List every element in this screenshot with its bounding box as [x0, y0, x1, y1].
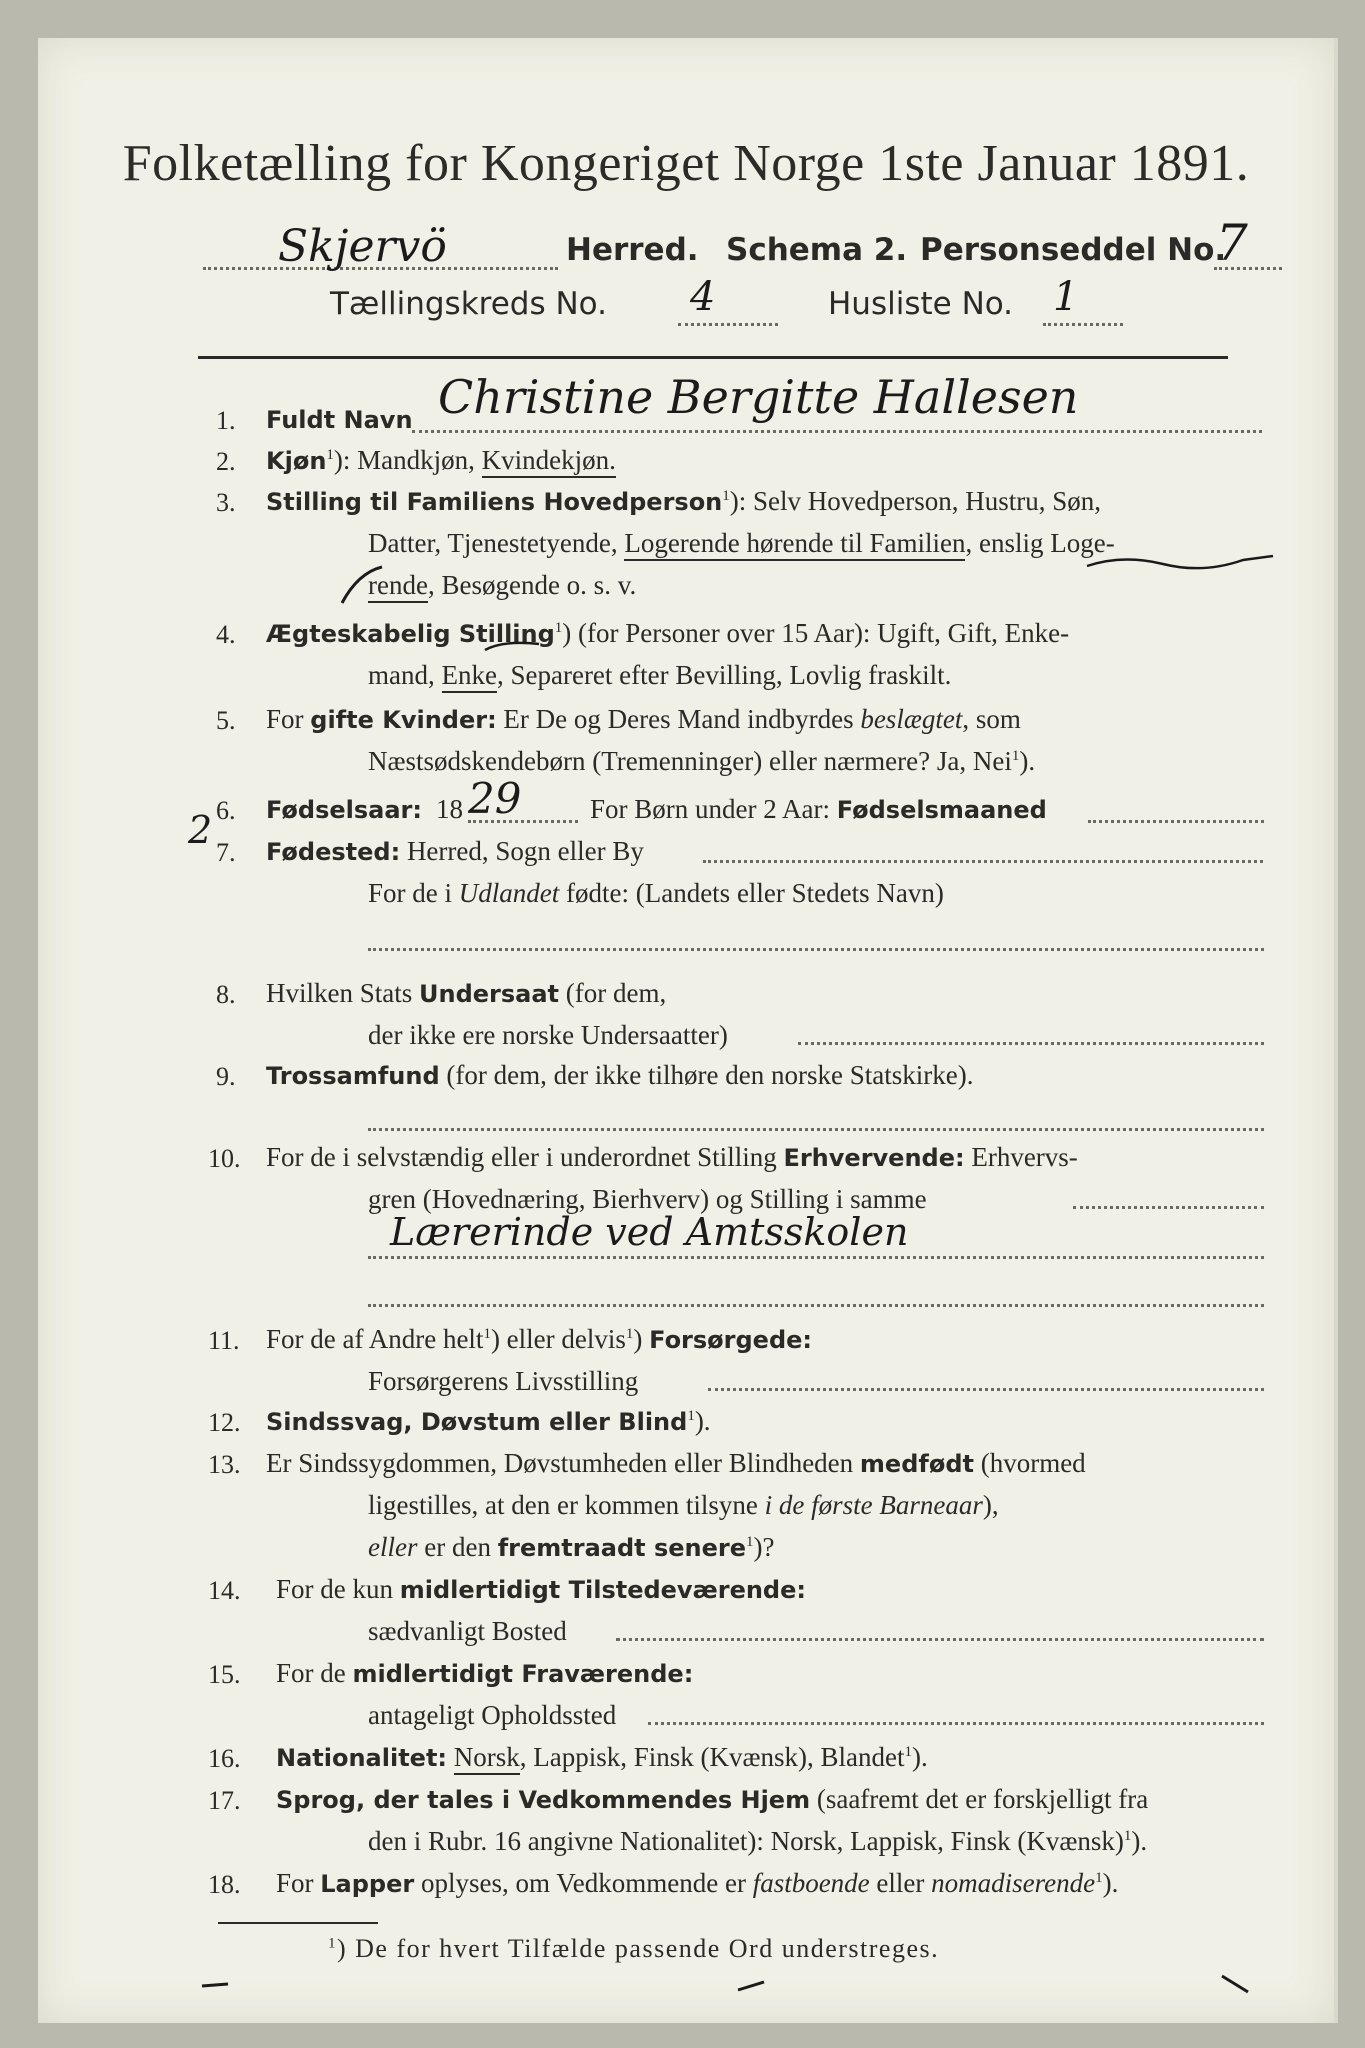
item-17-text: (saafremt det er forskjelligt fra	[810, 1784, 1149, 1814]
item-4-text-1: ) (for Personer over 15 Aar): Ugift, Gift, Enke-	[562, 618, 1070, 648]
item-14-dotted-line	[616, 1638, 1264, 1641]
item-5-text-a: For	[266, 704, 311, 734]
item-11-text-a: For de af Andre helt	[266, 1324, 484, 1354]
item-8-line-1	[266, 978, 666, 1009]
item-8-dotted-line	[798, 1042, 1264, 1045]
item-3-number: 3.	[216, 488, 236, 517]
item-7-text-2a: For de i	[368, 878, 459, 908]
item-16-end: ).	[912, 1742, 928, 1772]
item-16-line	[276, 1742, 928, 1773]
item-18-italic-1: fastboende	[752, 1868, 870, 1898]
item-11-line-2: Forsørgerens Livsstilling	[368, 1366, 639, 1396]
taellingskreds-value: 4	[690, 274, 716, 320]
item-17-line-2	[368, 1826, 1147, 1857]
item-13-text-b: (hvormed	[973, 1448, 1086, 1478]
item-13-text-a: Er Sindssygdommen, Døvstumheden eller Blindheden	[266, 1448, 860, 1478]
item-3-line-3	[368, 570, 636, 601]
item-3-selected: Logerende hørende til Familien	[624, 528, 965, 561]
footnote-rule	[218, 1922, 378, 1924]
item-10-number: 10.	[208, 1144, 241, 1173]
item-7-label: Fødested:	[266, 838, 401, 866]
item-4-label: Ægteskabelig Stilling	[266, 620, 555, 648]
item-13-italic: i de første Barneaar	[764, 1490, 983, 1520]
item-14-line-2: sædvanligt Bosted	[368, 1616, 567, 1646]
item-8-label: Undersaat	[419, 980, 560, 1008]
item-10-label: Erhvervende:	[783, 1144, 965, 1172]
item-4-line-1	[266, 618, 1069, 649]
item-18-text-c: eller	[869, 1868, 932, 1898]
item-6-label-2: Fødselsmaaned	[836, 796, 1047, 824]
item-6-text: For Børn under 2 Aar:	[590, 794, 837, 824]
herred-value: Skjervö	[278, 221, 447, 272]
husliste-dotted-line	[1043, 323, 1123, 326]
item-11-label: Forsørgede:	[649, 1326, 813, 1354]
item-11-dotted-line	[708, 1388, 1264, 1391]
item-13-label: medfødt	[859, 1450, 974, 1478]
item-18-text-a: For	[276, 1868, 321, 1898]
pen-scribble-mark	[1083, 546, 1283, 586]
item-2-number: 2.	[216, 447, 236, 476]
item-5-number: 5.	[216, 706, 236, 735]
item-4-sup: 1	[554, 620, 563, 636]
item-2-sup: 1	[326, 447, 334, 463]
personseddel-dotted-line	[1214, 267, 1282, 270]
item-6-dotted-line	[468, 820, 578, 823]
item-11-text-c: )	[633, 1324, 650, 1354]
item-3-label: Stilling til Familiens Hovedperson	[266, 488, 723, 516]
item-12-number: 12.	[208, 1408, 241, 1437]
item-15-line-1	[276, 1658, 693, 1689]
item-11-number: 11.	[208, 1326, 240, 1355]
item-3-text-3b: , Besøgende o. s. v.	[427, 570, 637, 600]
item-17-line-1	[276, 1784, 1148, 1815]
item-13-text-3b: )?	[753, 1532, 775, 1562]
item-3-selected-2: rende	[368, 570, 428, 603]
item-17-sup: 1	[1123, 1828, 1132, 1844]
item-2-label: Kjøn	[266, 447, 327, 475]
item-10-dotted-line	[1073, 1206, 1264, 1209]
item-13-text-2a: ligestilles, at den er kommen tilsyne	[368, 1490, 765, 1520]
item-13-text-2b: ),	[982, 1490, 999, 1520]
item-6-number: 6.	[216, 796, 236, 825]
item-4-selected: Enke	[442, 660, 497, 693]
item-12-line	[266, 1406, 711, 1437]
item-13-italic-2: eller	[368, 1532, 418, 1562]
item-10-occupation-value: Lærerinde ved Amtsskolen	[390, 1210, 909, 1254]
item-1-number: 1.	[216, 406, 236, 435]
item-18-end: ).	[1102, 1868, 1119, 1898]
item-6-prefix: 18	[436, 794, 463, 824]
form-title: Folketælling for Kongeriget Norge 1ste Januar 1891.	[122, 135, 1250, 192]
schema-label: Schema 2.	[726, 232, 908, 268]
item-8-text-b: (for dem,	[559, 978, 667, 1008]
item-18-sup: 1	[1095, 1870, 1103, 1886]
item-11-sup-b: 1	[625, 1326, 634, 1342]
item-7-margin-mark: 2	[188, 808, 213, 852]
item-10-line-1	[266, 1142, 1078, 1173]
item-4-number: 4.	[216, 620, 236, 649]
item-10-line-2: gren (Hovednæring, Bierhverv) og Stilling i samme	[368, 1184, 927, 1214]
item-7-dotted-line	[703, 860, 1263, 863]
footnote-sup: 1	[328, 1935, 337, 1952]
item-12-label: Sindssvag, Døvstum eller Blind	[266, 1408, 688, 1436]
item-6-line	[590, 794, 1047, 825]
item-5-text-2: Næstsødskendebørn (Tremenninger) eller nærmere? Ja, Nei	[368, 746, 1012, 776]
item-5-text-b: Er De og Deres Mand indbyrdes	[496, 704, 861, 734]
footnote-text: ) De for hvert Tilfælde passende Ord understreges.	[337, 1934, 940, 1963]
item-13-text-3a: er den	[417, 1532, 498, 1562]
item-4-text-2c: , Separeret efter Bevilling, Lovlig fraskilt.	[496, 660, 952, 690]
personseddel-label: Personseddel No.	[920, 232, 1227, 268]
husliste-value: 1	[1053, 274, 1079, 320]
item-1-label: Fuldt Navn	[266, 406, 413, 434]
item-9-dotted-line	[368, 1128, 1264, 1131]
pen-underline-mark	[483, 636, 543, 656]
item-4-line-2	[368, 660, 951, 691]
item-17-label: Sprog, der tales i Vedkommendes Hjem	[276, 1786, 811, 1814]
item-15-label: midlertidigt Fraværende:	[352, 1660, 694, 1688]
header-rule	[198, 356, 1228, 359]
item-17-end: ).	[1131, 1826, 1148, 1856]
husliste-label: Husliste No.	[828, 286, 1014, 322]
item-13-line-2	[368, 1490, 999, 1521]
item-3-text-1: ): Selv Hovedperson, Hustru, Søn,	[729, 486, 1102, 516]
item-14-label: midlertidigt Tilstedeværende:	[399, 1576, 806, 1604]
item-3-line-1	[266, 486, 1101, 517]
item-13-number: 13.	[208, 1450, 241, 1479]
item-8-line-2: der ikke ere norske Undersaatter)	[368, 1020, 728, 1050]
item-3-text-2a: Datter, Tjenestetyende,	[368, 528, 625, 558]
item-1-dotted-line	[412, 430, 1262, 433]
item-5-sup: 1	[1011, 748, 1020, 764]
personseddel-value: 7	[1216, 214, 1248, 272]
item-14-number: 14.	[208, 1576, 241, 1605]
item-5-label: gifte Kvinder:	[310, 706, 497, 734]
item-13-label-2: fremtraadt senere	[497, 1534, 747, 1562]
item-2-text: ): Mandkjøn,	[333, 445, 482, 475]
pen-dash-left	[198, 1976, 238, 1996]
item-7-text: Herred, Sogn eller By	[406, 836, 644, 866]
item-12-end: ).	[694, 1406, 711, 1436]
item-3-sup: 1	[722, 488, 730, 504]
pen-dash-center	[734, 1976, 774, 2000]
item-8-number: 8.	[216, 980, 236, 1009]
item-7-number: 7.	[216, 838, 236, 867]
item-6-year-value: 29	[468, 774, 522, 823]
item-12-sup: 1	[687, 1408, 695, 1424]
item-7-italic: Udlandet	[458, 878, 560, 908]
item-7-line-2	[368, 878, 944, 909]
item-13-sup: 1	[746, 1534, 754, 1550]
item-15-number: 15.	[208, 1660, 241, 1689]
item-15-text: For de	[276, 1658, 353, 1688]
item-13-line-3	[368, 1532, 775, 1563]
census-form-sheet	[38, 38, 1338, 2023]
pen-stroke-mark	[338, 563, 388, 613]
item-1-full-name-value: Christine Bergitte Hallesen	[438, 370, 1079, 424]
item-9-text: (for dem, der ikke tilhøre den norske Statskirke).	[439, 1060, 974, 1090]
item-5-text-c: , som	[962, 704, 1021, 734]
item-3-line-2	[368, 528, 1115, 559]
item-15-line-2: antageligt Opholdssted	[368, 1700, 617, 1730]
item-10-dotted-line-3	[368, 1304, 1264, 1307]
item-2-line	[266, 445, 616, 476]
item-16-sup: 1	[904, 1744, 913, 1760]
item-17-text-2: den i Rubr. 16 angivne Nationalitet): Norsk, Lappisk, Finsk (Kvænsk)	[368, 1826, 1124, 1856]
item-3-text-2c: , enslig Loge-	[965, 528, 1115, 558]
item-16-text: , Lappisk, Finsk (Kvænsk), Blandet	[519, 1742, 905, 1772]
item-11-line-1	[266, 1324, 812, 1355]
pen-dash-right	[1218, 1970, 1258, 2000]
herred-label: Herred.	[566, 232, 699, 268]
item-18-line	[276, 1868, 1118, 1899]
item-10-text-a: For de i selvstændig eller i underordnet Stilling	[266, 1142, 784, 1172]
item-18-label: Lapper	[320, 1870, 415, 1898]
item-7-dotted-line-2	[368, 948, 1264, 951]
item-14-line-1	[276, 1574, 806, 1605]
item-18-number: 18.	[208, 1870, 241, 1899]
item-5-line-1	[266, 704, 1021, 735]
item-17-number: 17.	[208, 1786, 241, 1815]
item-5-line-2	[368, 746, 1035, 777]
item-10-dotted-line-2	[368, 1256, 1264, 1259]
item-5-end: ).	[1019, 746, 1036, 776]
item-16-selected: Norsk	[454, 1742, 520, 1775]
item-11-text-b: ) eller delvis	[490, 1324, 626, 1354]
item-15-dotted-line	[648, 1722, 1264, 1725]
item-9-label: Trossamfund	[266, 1062, 440, 1090]
item-8-text-a: Hvilken Stats	[266, 978, 419, 1008]
item-14-text: For de kun	[276, 1574, 400, 1604]
item-10-text-b: Erhvervs-	[964, 1142, 1078, 1172]
item-16-label: Nationalitet:	[276, 1744, 448, 1772]
item-9-number: 9.	[216, 1062, 236, 1091]
item-5-italic: beslægtet	[860, 704, 963, 734]
item-11-sup-a: 1	[483, 1326, 491, 1342]
item-4-text-2a: mand,	[368, 660, 442, 690]
item-18-italic-2: nomadiserende	[931, 1868, 1096, 1898]
taellingskreds-dotted-line	[678, 323, 778, 326]
item-16-number: 16.	[208, 1744, 241, 1773]
item-7-text-2b: fødte: (Landets eller Stedets Navn)	[559, 878, 944, 908]
item-9-line	[266, 1060, 973, 1091]
item-18-text-b: oplyses, om Vedkommende er	[414, 1868, 753, 1898]
item-6-dotted-line-2	[1088, 820, 1264, 823]
item-7-line-1	[266, 836, 644, 867]
item-13-line-1	[266, 1448, 1086, 1479]
item-6-label: Fødselsaar:	[266, 796, 422, 824]
footnote	[328, 1934, 939, 1964]
taellingskreds-label: Tællingskreds No.	[330, 286, 607, 322]
item-2-selected: Kvindekjøn.	[482, 445, 616, 478]
